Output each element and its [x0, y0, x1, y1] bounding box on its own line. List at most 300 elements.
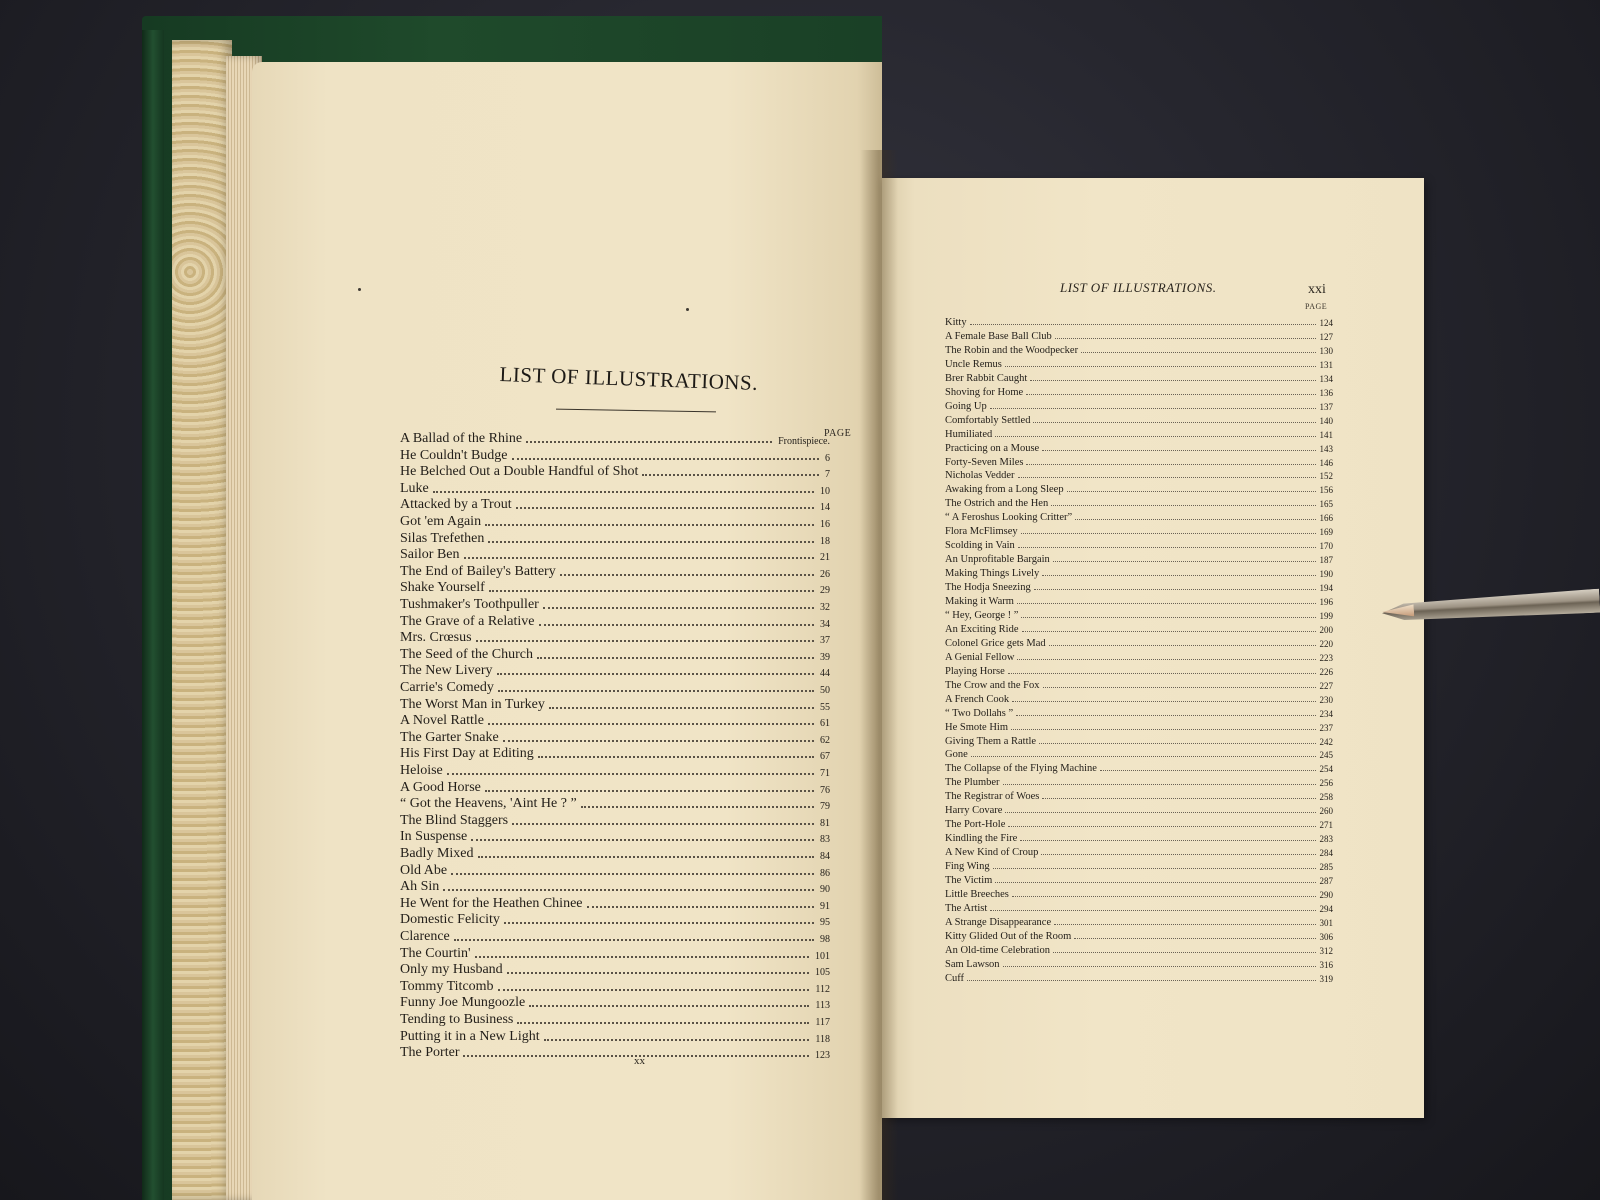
illustration-entry [945, 705, 1333, 719]
entry-title: Cuff [945, 972, 965, 984]
entry-page-number: 6 [825, 452, 830, 464]
dot-leader [549, 707, 814, 709]
right-running-head: LIST OF ILLUSTRATIONS. [1060, 280, 1217, 295]
dot-leader [1055, 338, 1316, 339]
entry-page-number: 156 [1319, 485, 1333, 496]
dot-leader [1018, 477, 1316, 478]
illustration-entry [400, 961, 830, 978]
entry-page-number: 283 [1319, 834, 1333, 845]
dot-leader [967, 980, 1315, 981]
illustration-entry [945, 816, 1333, 830]
entry-title: “ Two Dollahs ” [945, 707, 1014, 719]
illustration-entry [400, 613, 830, 630]
dot-leader [498, 690, 814, 692]
entry-title: The Victim [945, 875, 993, 886]
entry-title: Heloise [400, 763, 443, 778]
left-page-folio: xx [634, 1055, 645, 1067]
entry-title: Fing Wing [945, 861, 990, 873]
illustration-entry [400, 845, 830, 862]
entry-title: A Novel Rattle [400, 713, 484, 729]
illustration-entry [945, 467, 1333, 481]
dot-leader [642, 474, 819, 476]
entry-page-number: 71 [820, 768, 830, 779]
entry-title: He Smote Him [945, 721, 1008, 733]
entry-page-number: 101 [815, 950, 830, 962]
entry-page-number: 123 [815, 1050, 830, 1062]
entry-page-number: 165 [1319, 499, 1333, 510]
illustration-entry [945, 774, 1333, 788]
entry-title: Kindling the Fire [945, 833, 1018, 845]
illustration-entry [400, 828, 830, 845]
illustration-entry [400, 779, 830, 796]
dot-leader [1075, 519, 1315, 520]
entry-page-number: 223 [1319, 652, 1333, 663]
entry-title: Funny Joe Mungoozle [400, 995, 526, 1011]
illustration-entry [945, 914, 1333, 928]
illustration-entry [945, 412, 1333, 426]
entry-title: A Genial Fellow [945, 651, 1015, 663]
entry-page-number: 258 [1319, 792, 1333, 803]
dot-leader [1081, 352, 1315, 353]
entry-title: Shake Yourself [400, 580, 485, 596]
entry-title: The End of Bailey's Battery [400, 563, 556, 579]
dot-leader [1003, 784, 1316, 785]
illustration-entry [400, 546, 830, 563]
dot-leader [447, 773, 814, 775]
dot-leader [995, 436, 1315, 437]
entry-page-number: 143 [1319, 443, 1333, 454]
entry-title: Silas Trefethen [400, 530, 485, 546]
entry-page-number: 152 [1319, 471, 1333, 482]
entry-title: Luke [400, 480, 429, 496]
dot-leader [1016, 715, 1315, 716]
entry-page-number: 287 [1319, 876, 1333, 886]
dot-leader [537, 657, 814, 659]
entry-title: He Belched Out a Double Handful of Shot [400, 464, 639, 480]
illustration-entry [945, 537, 1333, 551]
entry-title: Mrs. Crœsus [400, 630, 472, 646]
entry-title: Uncle Remus [945, 358, 1002, 370]
entry-page-number: 32 [820, 602, 830, 613]
entry-page-number: 312 [1319, 945, 1333, 956]
entry-title: He Couldn't Budge [400, 447, 508, 463]
illustration-entry [400, 994, 830, 1011]
illustration-entry [945, 635, 1333, 649]
dot-leader [1017, 603, 1316, 604]
illustration-entry [400, 530, 830, 547]
dot-leader [1043, 687, 1316, 688]
entry-page-number: 16 [820, 519, 830, 530]
dot-leader [1042, 450, 1315, 451]
illustration-entry [400, 496, 830, 513]
dot-leader [497, 673, 814, 675]
illustration-entry [400, 513, 830, 530]
entry-page-number: 146 [1319, 457, 1333, 468]
entry-page-number: 200 [1319, 624, 1333, 635]
illustration-entry [945, 426, 1333, 440]
entry-title: Clarence [400, 929, 450, 944]
illustration-entry [400, 430, 830, 447]
entry-page-number: 76 [820, 784, 830, 796]
entry-title: Harry Covare [945, 805, 1003, 817]
dot-leader [971, 756, 1316, 757]
illustration-entry [400, 579, 830, 596]
entry-page-number: 190 [1319, 569, 1333, 580]
entry-page-number: 37 [820, 635, 830, 647]
entry-page-number: 118 [815, 1033, 830, 1045]
entry-title: Practicing on a Mouse [945, 442, 1040, 454]
dot-leader [503, 740, 814, 742]
illustration-entry [400, 862, 830, 879]
dot-leader [1008, 826, 1315, 827]
illustration-entry [400, 447, 830, 464]
entry-page-number: 294 [1319, 903, 1333, 914]
entry-title: Giving Them a Rattle [945, 735, 1037, 747]
entry-page-number: 137 [1319, 401, 1333, 412]
entry-page-number: 230 [1319, 694, 1333, 705]
illustration-entry [945, 579, 1333, 593]
dot-leader [1053, 561, 1316, 562]
illustration-entry [400, 679, 830, 696]
entry-page-number: 319 [1319, 973, 1333, 984]
entry-title: Only my Husband [400, 962, 503, 978]
left-page-column-label: PAGE [824, 428, 852, 439]
illustration-entry [400, 629, 830, 646]
dot-leader [489, 590, 814, 592]
entry-page-number: 39 [820, 651, 830, 663]
entry-title: The Collapse of the Flying Machine [945, 763, 1097, 775]
entry-title: An Exciting Ride [945, 623, 1019, 635]
illustration-entry [945, 509, 1333, 523]
illustration-entry [400, 646, 830, 663]
illustration-entry [945, 886, 1333, 900]
entry-page-number: 301 [1319, 917, 1333, 928]
entry-title: Domestic Felicity [400, 912, 500, 928]
dot-leader [485, 524, 814, 526]
entry-page-number: 136 [1319, 387, 1333, 398]
entry-title: An Unprofitable Bargain [945, 554, 1050, 566]
dot-leader [543, 607, 814, 609]
dot-leader [1018, 547, 1316, 548]
entry-title: The Garter Snake [400, 729, 499, 745]
entry-title: Got 'em Again [400, 514, 482, 529]
illustration-entry [945, 802, 1333, 816]
dot-leader [581, 806, 814, 808]
dot-leader [512, 823, 814, 825]
entry-title: He Went for the Heathen Chinee [400, 895, 583, 911]
illustration-entry [945, 328, 1333, 342]
entry-title: The Crow and the Fox [945, 679, 1040, 691]
dot-leader [478, 856, 815, 858]
illustration-entry [945, 956, 1333, 970]
entry-page-number: 169 [1319, 527, 1333, 538]
entry-title: Forty-Seven Miles [945, 456, 1024, 468]
illustration-entry [400, 480, 830, 497]
illustration-entry [400, 928, 830, 945]
entry-page-number: 187 [1319, 555, 1333, 566]
dot-leader [1012, 896, 1316, 897]
dot-leader [1003, 966, 1316, 967]
illustration-entry [400, 795, 830, 812]
illustration-entry [945, 970, 1333, 984]
entry-title: Tushmaker's Toothpuller [400, 597, 539, 612]
entry-title: The Registrar of Woes [945, 791, 1040, 803]
entry-page-number: 18 [820, 535, 830, 547]
illustration-entry [400, 712, 830, 729]
illustration-entry [945, 691, 1333, 705]
entry-title: A New Kind of Croup [945, 847, 1039, 859]
dot-leader [1049, 645, 1316, 646]
entry-page-number: 62 [820, 734, 830, 746]
entry-page-number: 260 [1319, 806, 1333, 817]
entry-title: Sam Lawson [945, 958, 1000, 970]
entry-title: Carrie's Comedy [400, 680, 494, 695]
page-speck [358, 288, 361, 291]
dot-leader [529, 1005, 809, 1007]
dot-leader [1033, 422, 1315, 423]
dot-leader [454, 939, 814, 941]
illustration-entry [945, 607, 1333, 621]
illustration-entry [945, 356, 1333, 370]
entry-title: The Porter [400, 1045, 460, 1061]
entry-title: A Female Base Ball Club [945, 330, 1052, 342]
dot-leader [451, 873, 814, 875]
illustration-entry [400, 762, 830, 779]
entry-page-number: 91 [820, 900, 830, 912]
entry-page-number: 61 [820, 718, 830, 730]
entry-page-number: 98 [820, 934, 830, 945]
entry-title: Gone [945, 749, 968, 761]
entry-page-number: 113 [815, 1000, 830, 1012]
entry-title: Flora McFlimsey [945, 526, 1018, 538]
illustration-entry [400, 729, 830, 746]
dot-leader [1034, 589, 1316, 590]
entry-title: In Suspense [400, 829, 468, 845]
dot-leader [488, 723, 814, 725]
entry-title: The Hodja Sneezing [945, 582, 1031, 594]
dot-leader [504, 922, 814, 924]
entry-page-number: 95 [820, 917, 830, 929]
dot-leader [539, 624, 815, 626]
entry-title: Old Abe [400, 862, 448, 878]
illustration-entry [400, 878, 830, 895]
dot-leader [485, 790, 814, 792]
entry-page-number: Frontispiece. [778, 436, 830, 447]
entry-title: Awaking from a Long Sleep [945, 484, 1064, 496]
entry-page-number: 245 [1319, 750, 1333, 761]
dot-leader [464, 557, 815, 559]
entry-page-number: 124 [1319, 318, 1333, 328]
entry-page-number: 127 [1319, 331, 1333, 342]
right-page-folio: xxi [1308, 282, 1326, 297]
illustration-entry [945, 858, 1333, 872]
dot-leader [1054, 924, 1315, 925]
illustration-entry [945, 900, 1333, 914]
dot-leader [488, 541, 814, 543]
dot-leader [1100, 770, 1316, 771]
illustration-entry [400, 596, 830, 613]
dot-leader [990, 910, 1315, 911]
illustration-entry [945, 677, 1333, 691]
dot-leader [1039, 743, 1315, 744]
entry-page-number: 26 [820, 568, 830, 580]
entry-page-number: 84 [820, 851, 830, 862]
entry-page-number: 67 [820, 751, 830, 763]
entry-page-number: 21 [820, 552, 830, 564]
entry-page-number: 254 [1319, 764, 1333, 775]
illustration-entry [400, 978, 830, 995]
dot-leader [1026, 464, 1315, 465]
dot-leader [1067, 491, 1316, 492]
dot-leader [498, 989, 810, 991]
entry-page-number: 199 [1319, 610, 1333, 621]
dot-leader [1026, 394, 1315, 395]
entry-title: “ Hey, George ! ” [945, 609, 1019, 621]
illustration-entry [945, 649, 1333, 663]
entry-page-number: 220 [1319, 638, 1333, 649]
entry-title: The Worst Man in Turkey [400, 696, 545, 712]
entry-page-number: 140 [1319, 415, 1333, 426]
entry-title: Scolding in Vain [945, 540, 1015, 552]
illustration-entry [945, 663, 1333, 677]
entry-title: Making Things Lively [945, 568, 1040, 580]
entry-title: The Blind Staggers [400, 812, 509, 828]
entry-title: Nicholas Vedder [945, 470, 1015, 482]
entry-page-number: 86 [820, 867, 830, 879]
entry-title: Putting it in a New Light [400, 1028, 540, 1044]
illustration-entry [400, 911, 830, 928]
illustration-entry [945, 746, 1333, 760]
entry-page-number: 131 [1319, 359, 1333, 370]
illustration-entry [945, 523, 1333, 537]
entry-page-number: 194 [1319, 583, 1333, 594]
dot-leader [538, 756, 814, 758]
entry-page-number: 112 [815, 983, 830, 995]
dot-leader [516, 507, 814, 509]
dot-leader [995, 882, 1315, 883]
entry-page-number: 134 [1319, 373, 1333, 384]
dot-leader [1011, 729, 1316, 730]
entry-title: His First Day at Editing [400, 746, 534, 762]
entry-title: Tending to Business [400, 1012, 514, 1027]
illustration-entry [945, 733, 1333, 747]
entry-title: The Artist [945, 902, 988, 914]
entry-title: The Courtin' [400, 945, 471, 961]
entry-title: The Plumber [945, 777, 1000, 789]
entry-page-number: 306 [1319, 931, 1333, 942]
dot-leader [1074, 938, 1315, 939]
dot-leader [1051, 505, 1315, 506]
entry-page-number: 227 [1319, 680, 1333, 691]
entry-page-number: 34 [820, 618, 830, 630]
illustration-entry [945, 370, 1333, 384]
dot-leader [560, 574, 814, 576]
gutter-shadow [860, 150, 898, 1200]
entry-title: The New Livery [400, 663, 493, 679]
illustration-entry [400, 1028, 830, 1045]
entry-page-number: 237 [1319, 722, 1333, 733]
dot-leader [990, 408, 1316, 409]
illustration-entry [400, 895, 830, 912]
entry-title: Making it Warm [945, 596, 1014, 607]
entry-page-number: 271 [1319, 820, 1333, 831]
entry-page-number: 44 [820, 668, 830, 680]
illustration-entry [400, 696, 830, 713]
illustration-entry [945, 872, 1333, 886]
entry-title: A French Cook [945, 693, 1010, 705]
illustration-entry [945, 342, 1333, 356]
entry-page-number: 316 [1319, 959, 1333, 970]
entry-page-number: 55 [820, 701, 830, 713]
illustration-entry [400, 463, 830, 480]
entry-title: A Ballad of the Rhine [400, 431, 523, 446]
illustration-entry [945, 928, 1333, 942]
dot-leader [1005, 812, 1315, 813]
entry-title: A Strange Disappearance [945, 916, 1052, 928]
entry-title: Going Up [945, 400, 987, 412]
page-speck [686, 308, 689, 311]
dot-leader [1042, 798, 1315, 799]
illustration-entry [945, 788, 1333, 802]
illustration-entry [945, 551, 1333, 565]
entry-title: Little Breeches [945, 888, 1009, 900]
illustration-entry [400, 945, 830, 962]
dot-leader [1053, 952, 1316, 953]
illustration-entry [945, 454, 1333, 468]
entry-title: The Seed of the Church [400, 646, 533, 662]
dot-leader [433, 491, 814, 493]
book-spine-edge [142, 30, 164, 1200]
entry-title: The Grave of a Relative [400, 613, 535, 629]
dot-leader [993, 868, 1316, 869]
entry-page-number: 284 [1319, 848, 1333, 859]
illustration-entry [945, 719, 1333, 733]
illustration-entry [945, 314, 1333, 328]
illustration-entry [945, 481, 1333, 495]
entry-title: Brer Rabbit Caught [945, 372, 1028, 384]
dot-leader [476, 640, 814, 642]
entry-page-number: 50 [820, 685, 830, 696]
entry-page-number: 130 [1319, 345, 1333, 356]
entry-page-number: 290 [1319, 889, 1333, 900]
illustration-entry [945, 398, 1333, 412]
entry-title: A Good Horse [400, 779, 481, 795]
illustration-entry [945, 942, 1333, 956]
illustration-entry [400, 1011, 830, 1028]
dot-leader [517, 1022, 809, 1024]
entry-title: The Port-Hole [945, 819, 1006, 831]
illustration-entry [945, 384, 1333, 398]
illustration-entry [945, 565, 1333, 579]
dot-leader [1030, 380, 1315, 381]
entry-page-number: 117 [815, 1017, 830, 1028]
entry-title: Ah Sin [400, 879, 440, 895]
entry-page-number: 90 [820, 884, 830, 896]
dot-leader [1021, 617, 1315, 618]
entry-page-number: 105 [815, 967, 830, 979]
dot-leader [970, 324, 1316, 325]
dot-leader [587, 906, 815, 908]
illustration-entry [945, 495, 1333, 509]
entry-page-number: 7 [825, 469, 830, 481]
entry-title: Kitty [945, 317, 967, 328]
dot-leader [1042, 575, 1315, 576]
entry-page-number: 83 [820, 834, 830, 846]
dot-leader [443, 889, 814, 891]
entry-page-number: 226 [1319, 666, 1333, 677]
illustration-entry [945, 830, 1333, 844]
right-page-column-label: PAGE [1305, 302, 1328, 311]
